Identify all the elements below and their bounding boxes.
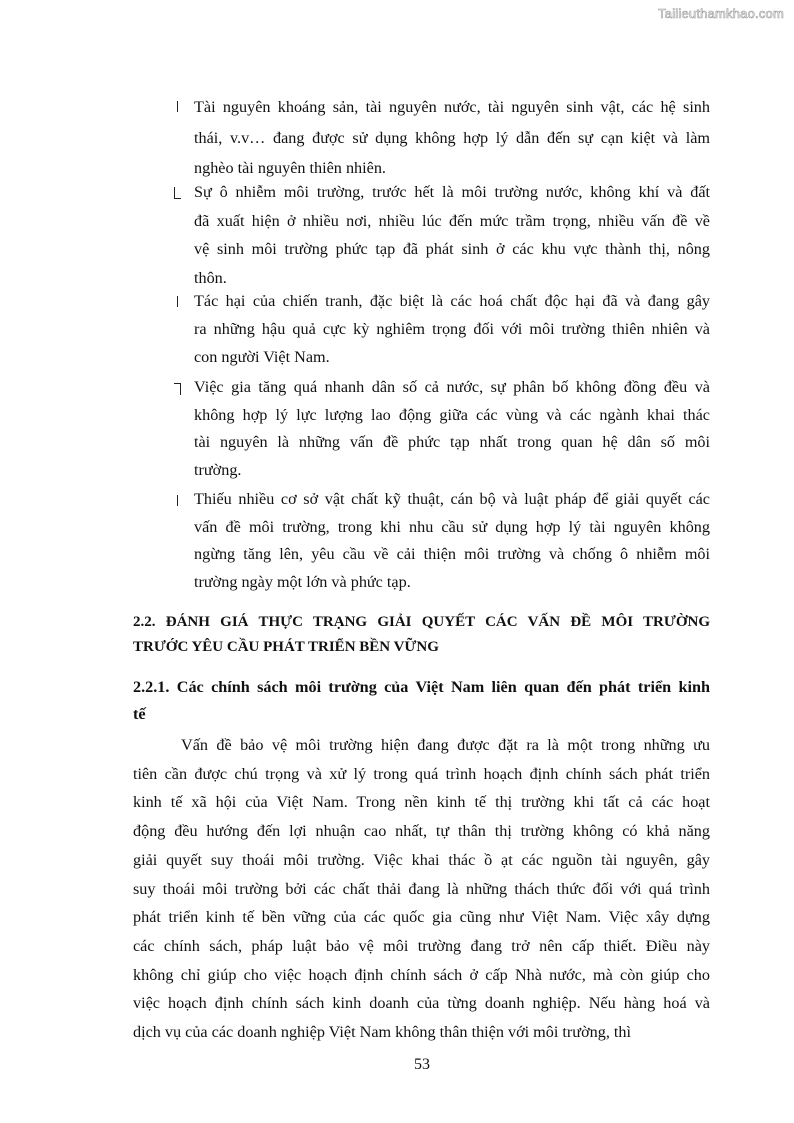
bullet-line: con người Việt Nam. (194, 348, 330, 366)
paragraph-line: việc hoạch định chính sách kinh doanh của từng doanh nghiệp. Nếu hàng hoá và (133, 994, 710, 1013)
bullet-icon (177, 101, 186, 112)
bullet-line: nghèo tài nguyên thiên nhiên. (194, 159, 386, 177)
heading-line: 2.2. ĐÁNH GIÁ THỰC TRẠNG GIẢI QUYẾT CÁC VẤN ĐỀ MÔI TRƯỜNG (133, 614, 710, 630)
section-heading (133, 610, 710, 660)
paragraph-line: động đều hướng đến lợi nhuận cao nhất, tự thân thị trường không có khả năng (133, 822, 710, 841)
heading-line: TRƯỚC YÊU CẦU PHÁT TRIỂN BỀN VỮNG (133, 639, 439, 655)
bullet-line: ngừng tăng lên, yêu cầu về cải thiện môi trường và chống ô nhiễm môi (194, 545, 710, 563)
bullet-line: Tác hại của chiến tranh, đặc biệt là các hoá chất độc hại đã và đang gây (194, 292, 710, 310)
bullet-line: Tài nguyên khoáng sản, tài nguyên nước, tài nguyên sinh vật, các hệ sinh (194, 98, 710, 116)
bullet-line: không hợp lý lực lượng lao động giữa các vùng và các ngành khai thác (194, 405, 710, 424)
bullet-item (194, 486, 710, 596)
watermark: Tailieuthamkhao.com (658, 6, 784, 21)
subheading-line: tế (133, 705, 146, 723)
bullet-icon (174, 383, 181, 395)
bullet-line: trường. (194, 460, 242, 479)
bullet-icon (177, 495, 186, 506)
paragraph-line: dịch vụ của các doanh nghiệp Việt Nam không thân thiện với môi trường, thì (133, 1023, 632, 1042)
page-number: 53 (414, 1056, 430, 1073)
bullet-line: vấn đề môi trường, trong khi nhu cầu sử dụng hợp lý tài nguyên không (194, 517, 710, 536)
bullet-item (194, 92, 710, 184)
paragraph-line: kinh tế xã hội của Việt Nam. Trong nền kinh tế thị trường khi tất cả các hoạt (133, 793, 710, 812)
paragraph-line: giải quyết suy thoái môi trường. Việc khai thác ồ ạt các nguồn tài nguyên, gây (133, 850, 710, 869)
bullet-line: ra những hậu quả cực kỳ nghiêm trọng đối với môi trường thiên nhiên và (194, 320, 710, 338)
paragraph-line: tiên cần được chú trọng và xử lý trong quá trình hoạch định chính sách phát triển (133, 764, 710, 783)
bullet-line: Việc gia tăng quá nhanh dân số cả nước, sự phân bố không đồng đều và (194, 378, 710, 396)
bullet-line: thái, v.v… đang được sử dụng không hợp lý dẫn đến sự cạn kiệt và làm (194, 128, 710, 147)
bullet-line: vệ sinh môi trường phức tạp đã phát sinh ở các khu vực thành thị, nông (194, 240, 710, 258)
bullet-line: Sự ô nhiễm môi trường, trước hết là môi trường nước, không khí và đất (194, 183, 710, 201)
bullet-line: Thiếu nhiều cơ sở vật chất kỹ thuật, cán bộ và luật pháp để giải quyết các (194, 490, 710, 508)
paragraph-line: Vấn đề bảo vệ môi trường hiện đang được đặt ra là một trong những ưu (181, 736, 710, 754)
bullet-item (194, 374, 710, 484)
bullet-icon (177, 296, 186, 307)
bullet-line: trường ngày một lớn và phức tạp. (194, 572, 411, 591)
subheading-line: 2.2.1. Các chính sách môi trường của Việt Nam liên quan đến phát triển kinh (133, 678, 710, 696)
bullet-line: thôn. (194, 268, 227, 287)
bullet-item (194, 287, 710, 371)
bullet-line: tài nguyên là những vấn đề phức tạp nhất trong quan hệ dân số môi (194, 433, 710, 451)
paragraph-line: phát triển kinh tế bền vững của các quốc gia cũng như Việt Nam. Việc xây dựng (133, 908, 710, 927)
paragraph-line: các chính sách, pháp luật bảo vệ môi trường đang trở nên cấp thiết. Điều này (133, 936, 710, 955)
paragraph-line: suy thoái môi trường bởi các chất thải đang là những thách thức đối với quá trình (133, 879, 710, 898)
bullet-icon (174, 187, 181, 199)
bullet-item (194, 178, 710, 292)
bullet-line: đã xuất hiện ở nhiều nơi, nhiều lúc đến mức trầm trọng, nhiều vấn đề về (194, 211, 710, 230)
body-paragraph (133, 731, 710, 1047)
paragraph-line: không chỉ giúp cho việc hoạch định chính sách ở cấp Nhà nước, mà còn giúp cho (133, 965, 710, 984)
subsection-heading (133, 674, 710, 728)
